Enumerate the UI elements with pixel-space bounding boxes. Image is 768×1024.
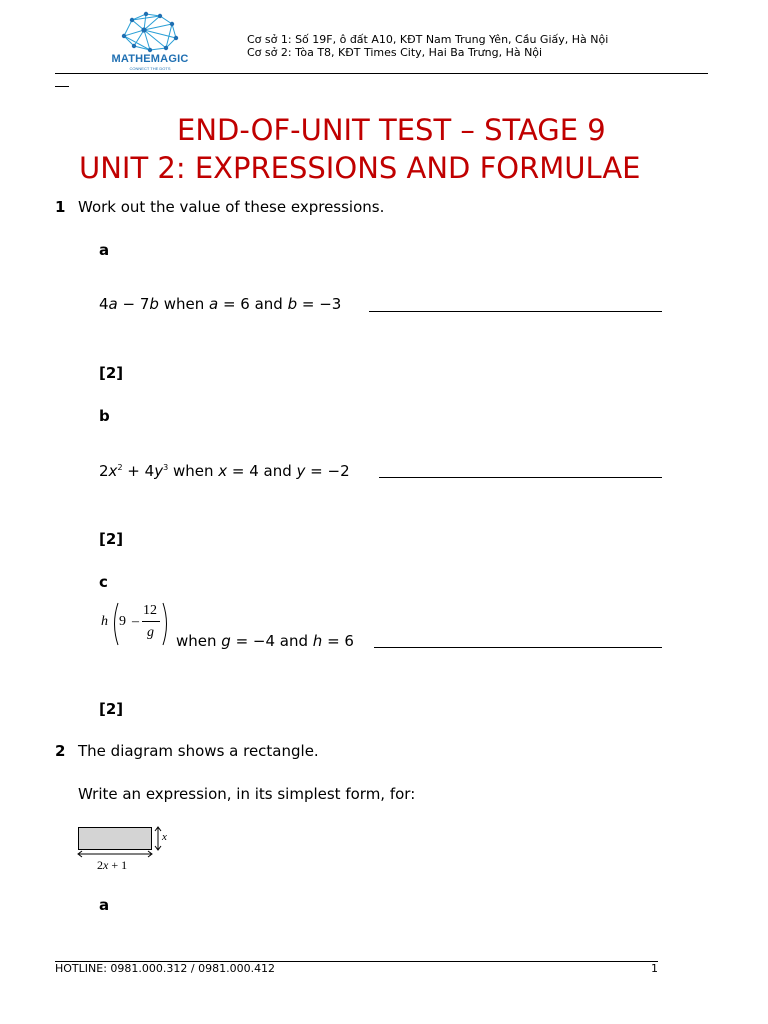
part-1c-formula: h 9 – 12 g — [99, 600, 174, 646]
logo-tagline: CONNECT THE DOTS — [129, 66, 171, 71]
title-line-1: END-OF-UNIT TEST – STAGE 9 — [177, 113, 606, 147]
answer-line-1b[interactable] — [379, 477, 662, 478]
height-arrow-icon — [154, 826, 162, 851]
title-line-2: UNIT 2: EXPRESSIONS AND FORMULAE — [79, 151, 641, 185]
question-1-number: 1 — [55, 198, 66, 216]
logo-network-icon — [110, 6, 190, 54]
question-2-number: 2 — [55, 742, 66, 760]
marks-1c: [2] — [99, 700, 124, 718]
page-number: 1 — [651, 962, 658, 975]
header-dash — [55, 86, 69, 87]
part-1b-expression: $2x^2 + 4y^3$ when x = 4 and y = −2 — [99, 462, 350, 480]
width-arrow-icon — [77, 850, 153, 858]
side-label: x — [162, 831, 167, 843]
address-2: Cơ sở 2: Tòa T8, KĐT Times City, Hai Ba Trưng, Hà Nội — [247, 46, 543, 59]
header-rule — [55, 73, 708, 74]
marks-1a: [2] — [99, 364, 124, 382]
part-1c-label: c — [99, 573, 108, 591]
rectangle-diagram — [76, 824, 176, 874]
part-2a-label: a — [99, 896, 110, 914]
footer-hotline: HOTLINE: 0981.000.312 / 0981.000.412 — [55, 962, 276, 975]
answer-line-1a[interactable] — [369, 311, 662, 312]
bottom-label: 2x + 1 — [97, 858, 128, 872]
answer-line-1c[interactable] — [374, 647, 662, 648]
part-1c-condition: when g = −4 and h = 6 — [176, 632, 354, 650]
part-1a-label: a — [99, 241, 110, 259]
marks-1b: [2] — [99, 530, 124, 548]
question-2-instruction: Write an expression, in its simplest form, for: — [78, 785, 416, 803]
logo-name: MATHEMAGIC — [111, 53, 189, 65]
rectangle-shape — [78, 827, 152, 850]
part-1a-expression: 4a − 7b when a = 6 and b = −3 — [99, 295, 342, 313]
part-1b-label: b — [99, 407, 110, 425]
question-1-prompt: Work out the value of these expressions. — [78, 198, 385, 216]
right-paren-icon — [161, 602, 171, 646]
question-2-prompt: The diagram shows a rectangle. — [78, 742, 319, 760]
address-1: Cơ sở 1: Số 19F, ô đất A10, KĐT Nam Trung Yên, Cầu Giấy, Hà Nội — [247, 33, 609, 46]
